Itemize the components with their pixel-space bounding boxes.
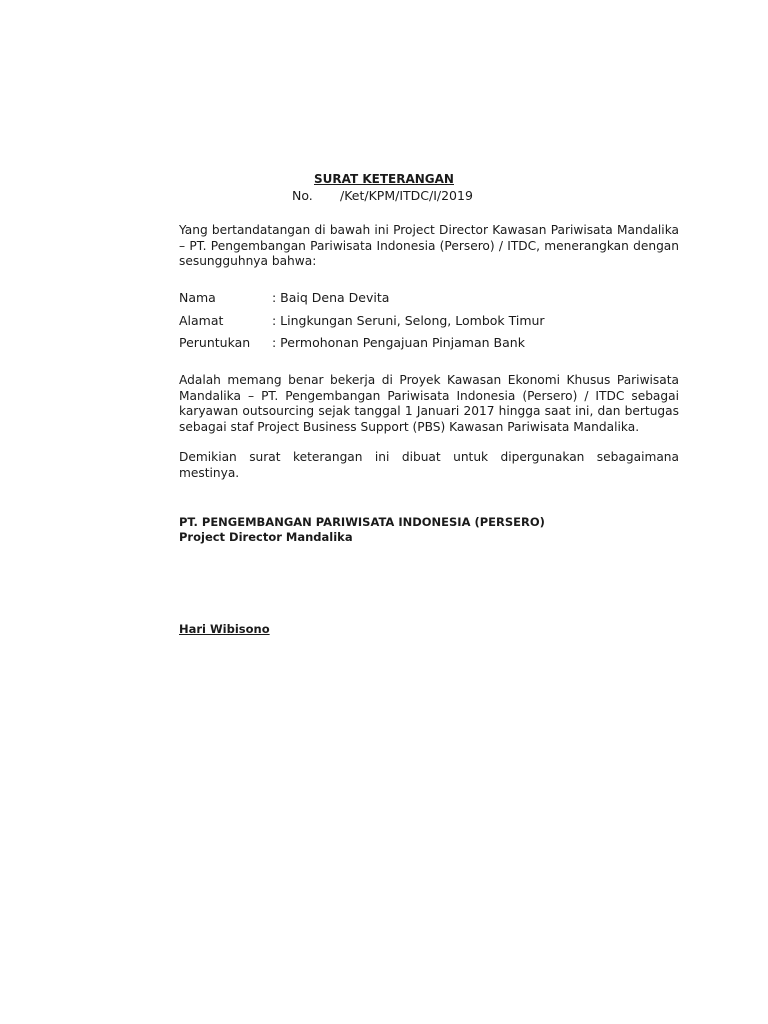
intro-paragraph: Yang bertandatangan di bawah ini Project Director Kawasan Pariwisata Mandalika – PT. Pengembangan Pariwisata Indonesia (Persero) / ITDC, menerangkan dengan sesungguhnya bahwa: — [179, 223, 679, 268]
field-row-alamat — [179, 313, 545, 328]
field-label: Alamat — [179, 313, 224, 328]
number-value: /Ket/KPM/ITDC/I/2019 — [340, 188, 473, 203]
field-value: : Permohonan Pengajuan Pinjaman Bank — [272, 335, 525, 350]
number-label: No. — [292, 188, 313, 203]
signer-name: Hari Wibisono — [179, 622, 270, 636]
field-row-nama — [179, 290, 389, 305]
field-label: Nama — [179, 290, 216, 305]
field-label: Peruntukan — [179, 335, 251, 350]
body-paragraph: Adalah memang benar bekerja di Proyek Kawasan Ekonomi Khusus Pariwisata Mandalika – PT. Pengembangan Pariwisata Indonesia (Persero) / ITDC sebagai karyawan outsourcing sejak tanggal 1 Januari 2017 hingga saat ini, dan bertugas sebagai staf Project Business Support (PBS) Kawasan Pariwisata Mandalika. — [179, 373, 679, 434]
field-value: : Baiq Dena Devita — [272, 290, 390, 305]
closing-paragraph: Demikian surat keterangan ini dibuat untuk dipergunakan sebagaimana mestinya. — [179, 450, 679, 480]
field-value: : Lingkungan Seruni, Selong, Lombok Timur — [272, 313, 545, 328]
signer-position: Project Director Mandalika — [179, 530, 353, 544]
letter-title: SURAT KETERANGAN — [314, 172, 454, 186]
company-name: PT. PENGEMBANGAN PARIWISATA INDONESIA (PERSERO) — [179, 515, 545, 529]
field-row-peruntukan — [179, 335, 525, 350]
letter-number — [292, 188, 473, 203]
